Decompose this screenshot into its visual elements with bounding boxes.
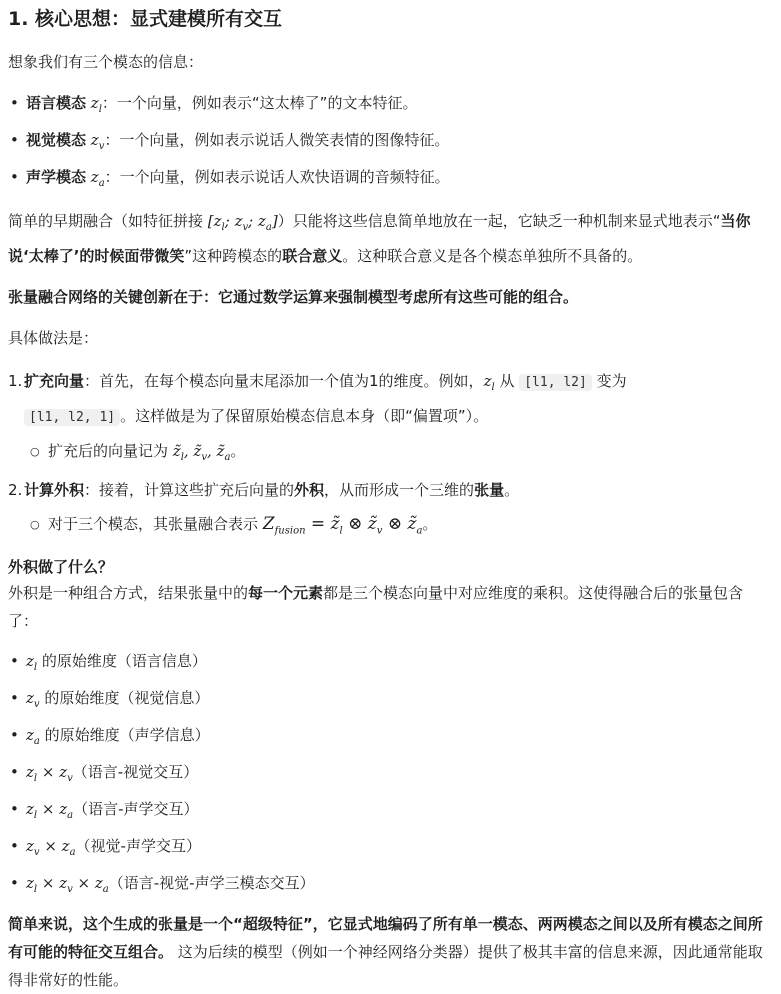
math-za: $z_a$ — [90, 168, 105, 189]
early-fusion-paragraph: 简单的早期融合（如特征拼接 [$z_l$; $z_v$; $z_a$]）只能将这些信息简单地放在一起，它缺乏一种机制来显式地表示“当你说‘太棒了’的时候面带微笑”这种跨模态的联合意义。这种联合意义是各个模态单独所不具备的。 — [8, 212, 751, 265]
list-item: • $z_v \times z_a$（视觉-声学交互） — [26, 834, 773, 861]
code-after: [l1, l2, 1] — [24, 409, 120, 426]
code-before: [l1, l2] — [519, 374, 592, 391]
sub-item: ○ 扩充后的向量记为 $z̃_l$, $z̃_v$, $z̃_a$。 — [48, 437, 773, 472]
summary-paragraph: 简单来说，这个生成的张量是一个“超级特征”，它显式地编码了所有单一模态、两两模态之间以及所有模态之间所有可能的特征交互组合。 这为后续的模型（例如一个神经网络分类器）提供了极其丰富的信息来源，因此通常能取得非常好的性能。 — [8, 915, 763, 990]
augmented-vectors-math: $z̃_l$, $z̃_v$, $z̃_a$ — [172, 442, 231, 463]
component-list — [8, 649, 773, 898]
outer-paragraph: 外积是一种组合方式，结果张量中的每一个元素都是三个模态向量中对应维度的乘积。这使得融合后的张量包含了： — [8, 584, 744, 631]
tensor-fusion-math: $Z_{fusion}$ = $z̃_l$ ⊗ $z̃_v$ ⊗ $z̃_a$ — [262, 514, 423, 537]
intro-text: 想象我们有三个模态的信息： — [8, 53, 204, 71]
list-item: • $z_v$ 的原始维度（视觉信息） — [26, 686, 773, 713]
step-item: 1. 扩充向量：首先，在每个模态向量末尾添加一个值为1的维度。例如，$z_l$ 从 [l1, l2] 变为 [l1, l2, 1] 。这样做是为了保留原始模态信息本身（即“偏置项”）。 ○ 扩充后的向量记为 $z̃_l$, $z̃_v$, $z̃_a$。 — [24, 367, 773, 472]
document — [0, 5, 781, 990]
list-item: • 声学模态 $z_a$：一个向量，例如表示说话人欢快语调的音频特征。 — [26, 165, 773, 192]
list-item: • 语言模态 $z_l$：一个向量，例如表示“这太棒了”的文本特征。 — [26, 91, 773, 118]
list-item: • $z_a$ 的原始维度（声学信息） — [26, 723, 773, 750]
math-zv: $z_v$ — [90, 131, 105, 152]
concat-math: [$z_l$; $z_v$; $z_a$] — [207, 212, 278, 233]
list-item: • $z_l \times z_v$（语言-视觉交互） — [26, 760, 773, 787]
modality-list — [8, 91, 773, 192]
section-title: 1. 核心思想：显式建模所有交互 — [8, 8, 283, 30]
list-item: • $z_l$ 的原始维度（语言信息） — [26, 649, 773, 676]
how-text: 具体做法是： — [8, 329, 99, 347]
step-item: 2. 计算外积：接着，计算这些扩充后向量的外积，从而形成一个三维的张量。 ○ 对于三个模态，其张量融合表示 $Z_{fusion}$ = $z̃_l$ ⊗ $z̃_v$ ⊗ $z̃_a$。 — [24, 476, 773, 545]
sub-item: ○ 对于三个模态，其张量融合表示 $Z_{fusion}$ = $z̃_l$ ⊗ $z̃_v$ ⊗ $z̃_a$。 — [48, 510, 773, 545]
math-zl: $z_l$ — [90, 94, 102, 115]
outer-heading: 外积做了什么？ — [8, 558, 114, 577]
steps-list — [8, 367, 773, 545]
list-item: • $z_l \times z_v \times z_a$（语言-视觉-声学三模态交互） — [26, 871, 773, 898]
key-innovation: 张量融合网络的关键创新在于：它通过数学运算来强制模型考虑所有这些可能的组合。 — [8, 288, 579, 306]
list-item: • 视觉模态 $z_v$：一个向量，例如表示说话人微笑表情的图像特征。 — [26, 128, 773, 155]
list-item: • $z_l \times z_a$（语言-声学交互） — [26, 797, 773, 824]
